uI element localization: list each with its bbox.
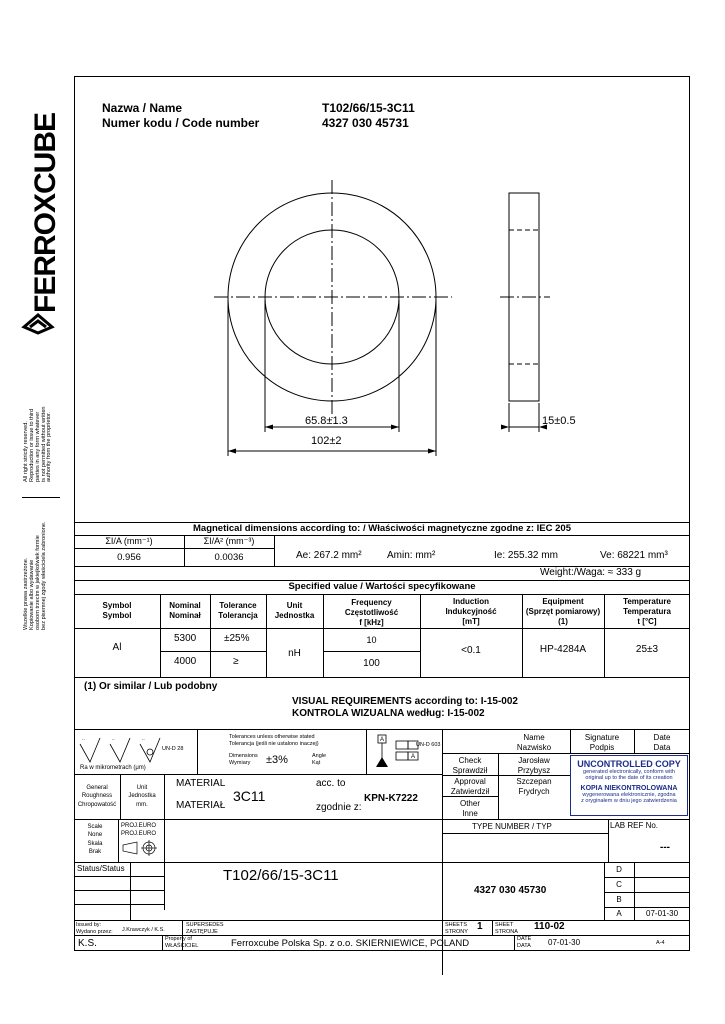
mag-col1-head: ΣI/A (mm⁻¹) xyxy=(105,536,153,546)
stamp-title-pl: KOPIA NIEKONTROLOWANA xyxy=(580,785,678,792)
spec-tolerance-1: ±25% xyxy=(224,633,250,644)
amin-value: : mm² xyxy=(409,550,436,561)
rights-en-line: authority from the proprietor. xyxy=(46,411,53,482)
rule xyxy=(74,890,164,891)
footnote: (1) Or similar / Lub podobny xyxy=(84,681,218,692)
head-line: Nominal xyxy=(169,601,201,610)
date-value: 07-01-30 xyxy=(548,938,581,947)
head-line: Częstotliwość xyxy=(344,608,399,617)
status-label: Status/Status xyxy=(77,864,125,873)
rule xyxy=(634,729,635,754)
visual-req-pl: KONTROLA WIZUALNA według: I-15-002 xyxy=(292,708,485,719)
type-number-label: TYPE NUMBER / TYP xyxy=(472,822,552,831)
spec-freq-1: 10 xyxy=(366,635,377,645)
approval-label xyxy=(442,777,498,796)
rule xyxy=(74,774,442,775)
outer-diameter-dim: 102±2 xyxy=(311,435,342,447)
rule xyxy=(604,907,690,908)
specified-title: Specified value / Wartości specyfikowane xyxy=(288,581,476,592)
acc-label-pl: zgodnie z: xyxy=(316,802,362,813)
rule xyxy=(160,651,266,652)
head-line: Tolerance xyxy=(219,601,257,610)
rev-a: A xyxy=(616,909,622,918)
rule xyxy=(74,862,690,863)
rule xyxy=(274,535,275,566)
unit-l: mm. xyxy=(136,801,148,808)
dim-label xyxy=(229,753,258,766)
head-nominal xyxy=(160,601,210,621)
name-h: Name xyxy=(523,733,545,742)
head-line: Nominał xyxy=(169,611,201,620)
rule xyxy=(74,628,690,629)
lab-ref-value: --- xyxy=(660,842,670,853)
rule xyxy=(442,775,570,776)
other-label xyxy=(442,799,498,818)
supersedes-l: SUPERSEDES xyxy=(186,922,224,928)
magnetic-title: Magnetical dimensions according to: / Właściwości magnetyczne zgodne z: IEC 205 xyxy=(193,523,571,534)
unit-l: Jednostka xyxy=(128,793,156,800)
scale-label xyxy=(74,823,116,857)
spec-freq-2: 100 xyxy=(363,658,380,669)
scale-l: Brak xyxy=(88,849,102,856)
rule xyxy=(604,877,690,878)
spec-nominal-2: 4000 xyxy=(174,656,197,667)
stamp-line: wygenerowana elektronicznie, zgodna xyxy=(582,792,676,798)
rights-pl-line: osobom trzecim w jakiejkolwiek formie xyxy=(34,535,41,630)
spec-symbol: Al xyxy=(112,642,122,653)
head-line: Induction xyxy=(453,597,489,606)
rule xyxy=(492,920,493,935)
acc-label-en: acc. to xyxy=(316,778,346,789)
sheets-l: STRONY xyxy=(445,928,468,935)
head-tolerance xyxy=(210,601,266,621)
check-l: Check xyxy=(458,756,482,765)
sign-h: Podpis xyxy=(589,742,615,752)
check-n: Przybysz xyxy=(517,765,551,775)
stamp-line: original up to the date of its creation xyxy=(585,775,673,781)
ve-param xyxy=(600,551,668,561)
rev-d: D xyxy=(616,865,622,874)
le-param xyxy=(494,551,558,561)
part-code: 4327 030 45730 xyxy=(474,885,547,896)
rule xyxy=(634,862,635,920)
head-line: Tolerancja xyxy=(218,611,258,620)
rule xyxy=(74,904,164,905)
dim-tolerance: ±3% xyxy=(266,754,288,766)
weight: Weight:/Waga: ≈ 333 g xyxy=(540,567,642,578)
paper-format: A-4 xyxy=(656,940,665,946)
signature-header xyxy=(570,733,634,752)
amin-param xyxy=(387,551,435,561)
scale-l: Scale xyxy=(87,824,103,830)
rule xyxy=(74,876,164,877)
rule xyxy=(323,651,420,652)
spec-nominal-1: 5300 xyxy=(174,633,197,644)
unit-l: Unit xyxy=(136,785,148,791)
stamp-title: UNCONTROLLED COPY xyxy=(577,759,681,769)
head-line: Indukcyjność xyxy=(445,607,497,616)
head-line: Frequency xyxy=(351,598,392,607)
date-h: Date xyxy=(653,733,671,742)
check-l: Sprawdził xyxy=(452,765,488,775)
height-dim: 15±0.5 xyxy=(542,415,576,427)
svg-text:A: A xyxy=(380,737,385,743)
rule xyxy=(604,892,690,893)
brand-wordmark: FERROXCUBE xyxy=(29,112,60,313)
approval-n: Frydrych xyxy=(518,786,550,796)
head-line: (Sprzęt pomiarowy) xyxy=(525,607,601,616)
rule xyxy=(442,833,608,834)
approval-name xyxy=(498,777,570,796)
head-line: Temperature xyxy=(623,597,671,606)
issued-value: J.Krawczyk / K.S. xyxy=(122,927,165,933)
rule xyxy=(130,862,131,920)
uncontrolled-copy-stamp xyxy=(570,755,688,816)
material-label-pl: MATERIAŁ xyxy=(176,800,226,811)
rough-l: General xyxy=(86,785,108,791)
other-l: Inne xyxy=(462,808,478,818)
check-n: Jarosław xyxy=(518,756,550,765)
head-induction xyxy=(420,597,522,627)
head-line: Equipment xyxy=(542,597,584,606)
titleblock-top xyxy=(74,729,690,730)
supersedes-l: ZASTĘPUJE xyxy=(186,928,218,935)
angle-line: Kąt xyxy=(312,759,321,766)
sheets-l: SHEETS xyxy=(445,922,468,928)
sheets-value: 1 xyxy=(477,921,483,932)
head-frequency xyxy=(323,598,420,628)
rule xyxy=(608,819,609,862)
rule xyxy=(570,729,571,754)
name-label: Nazwa / Name xyxy=(102,101,183,115)
date-h: Data xyxy=(653,742,671,752)
proj-l: PROJ.EURO xyxy=(121,823,157,829)
head-line: Symbol xyxy=(102,611,132,620)
rev-c: C xyxy=(616,880,622,889)
stamp-line: z oryginałem w dniu jego zatwierdzenia xyxy=(581,798,677,804)
stamp-line: generated electronically, conform with xyxy=(583,769,675,775)
roughness-label xyxy=(74,784,120,809)
sheet-label xyxy=(495,922,518,936)
datum-symbol-icon xyxy=(370,733,442,771)
spec-equipment: HP-4284A xyxy=(539,644,587,655)
angle-line: Angle xyxy=(312,753,327,759)
rule xyxy=(442,796,498,797)
date-label xyxy=(517,936,531,950)
rule xyxy=(164,774,165,910)
svg-text:A: A xyxy=(411,754,416,760)
rule xyxy=(74,594,690,595)
rule xyxy=(74,535,690,536)
head-line: Unit xyxy=(286,601,303,610)
rough-l: Chropowatość xyxy=(77,801,117,808)
rights-en-line: All right strictly reserved. xyxy=(23,421,29,482)
head-line: Temperatura xyxy=(623,607,671,616)
prop-l: Property of xyxy=(165,936,192,942)
material-value: 3C11 xyxy=(233,788,266,804)
sheets-label xyxy=(445,922,468,936)
spec-tolerance-2: ≥ xyxy=(233,656,239,667)
head-line: t [°C] xyxy=(637,617,657,626)
approval-n: Szczepan xyxy=(516,777,552,786)
head-line: Symbol xyxy=(102,601,132,610)
mag-col1-val: 0.956 xyxy=(117,552,141,563)
property-label xyxy=(165,936,198,950)
head-temperature xyxy=(604,597,690,627)
ae-value: : 267.2 mm² xyxy=(308,550,362,561)
le-label: Ie xyxy=(494,550,503,561)
code-label: Numer kodu / Code number xyxy=(102,116,260,130)
scale-l: None xyxy=(87,832,103,839)
date-l: DATA xyxy=(517,942,531,949)
name-value: T102/66/15-3C11 xyxy=(322,101,415,115)
rights-en-line: Reproduction or issue to third xyxy=(28,408,35,482)
le-value: : 255.32 mm xyxy=(502,550,558,561)
supersedes-label xyxy=(186,922,224,936)
rights-notice-pl xyxy=(24,521,47,630)
head-equipment xyxy=(522,597,604,627)
rule xyxy=(118,819,119,862)
company-name: Ferroxcube Polska Sp. z o.o. SKIERNIEWICE, POLAND xyxy=(231,938,470,949)
ks-label: K.S. xyxy=(78,938,97,949)
prop-l: WŁAŚCICIEL xyxy=(165,942,199,949)
rule xyxy=(442,753,690,754)
head-line: Jednostka xyxy=(274,611,315,620)
ve-value: : 68221 mm³ xyxy=(611,550,668,561)
head-unit xyxy=(266,601,323,621)
ve-label: Ve xyxy=(600,550,612,561)
acc-value: KPN-K7222 xyxy=(364,793,418,804)
rights-pl-line: Kopiowanie albo wydawanie xyxy=(28,559,35,630)
spec-unit: nH xyxy=(288,648,301,659)
spec-induction: <0.1 xyxy=(461,645,481,656)
scale-l: Skala xyxy=(87,840,103,847)
proj-l: PROJ.EURO xyxy=(121,830,157,837)
sign-h: Signature xyxy=(584,733,620,742)
rule xyxy=(197,729,198,774)
rights-en-line: parties in any form whatever xyxy=(34,411,41,482)
date-header xyxy=(634,733,690,752)
lab-ref-label: LAB REF No. xyxy=(610,821,659,830)
projection-label xyxy=(121,823,156,839)
rev-b: B xyxy=(616,895,622,904)
rights-pl-line: bez pisemnej zgody właściciela zabronione. xyxy=(40,521,47,630)
check-name xyxy=(498,756,570,775)
visual-req-en: VISUAL REQUIREMENTS according to: I-15-002 xyxy=(292,696,518,707)
ra-label: Ra w mikrometrach (μm) xyxy=(80,765,146,771)
sheet-l: STRONA xyxy=(495,928,518,935)
rule xyxy=(366,729,367,774)
ae-param xyxy=(296,551,362,561)
material-label-en: MATERIAL xyxy=(176,778,226,789)
issued-label xyxy=(76,922,113,936)
code-value: 4327 030 45731 xyxy=(322,116,409,130)
approval-l: Approval xyxy=(454,777,486,786)
tol-line2: Tolerancja (jeśli nie ustalono inaczej) xyxy=(229,741,319,747)
un-d603: UN-D 603 xyxy=(416,742,441,748)
svg-text:..: .. xyxy=(142,736,145,742)
angle-label xyxy=(312,753,326,766)
head-line: (1) xyxy=(558,617,568,626)
dim-label-line: Wymiary xyxy=(229,759,251,766)
tol-line1: Tolerances unless otherwise stated xyxy=(229,734,315,740)
rough-l: Roughness xyxy=(81,793,113,800)
date-l: DATE xyxy=(517,936,532,942)
amin-label: Amin xyxy=(387,550,410,561)
dim-label-line: Dimensions xyxy=(229,753,258,759)
rule xyxy=(74,677,690,678)
rule xyxy=(74,548,274,549)
head-symbol xyxy=(74,601,160,621)
rule xyxy=(74,920,690,921)
name-header xyxy=(498,733,570,752)
rule xyxy=(162,935,163,951)
unit-label xyxy=(120,784,164,809)
ae-label: Ae xyxy=(296,550,309,561)
issued-l: Wydano przez: xyxy=(76,928,113,935)
head-line: f [kHz] xyxy=(359,618,384,627)
other-l: Other xyxy=(459,799,480,808)
part-name: T102/66/15-3C11 xyxy=(223,867,339,884)
approval-l: Zatwierdził xyxy=(450,786,490,796)
name-h: Nazwisko xyxy=(516,742,552,752)
rule xyxy=(74,819,690,820)
issued-l: Issued by: xyxy=(76,922,102,928)
rights-en-line: is not permitted without written xyxy=(40,406,47,482)
svg-text:..: .. xyxy=(112,736,115,742)
head-line: [mT] xyxy=(462,617,480,626)
projection-icon xyxy=(121,840,161,856)
rev-a-date: 07-01-30 xyxy=(646,909,679,918)
spec-temperature: 25±3 xyxy=(635,644,659,655)
check-label xyxy=(442,756,498,775)
svg-text:..: .. xyxy=(82,736,85,742)
rule xyxy=(514,935,515,951)
mag-col2-val: 0.0036 xyxy=(214,552,244,563)
un-d28: UN-D 28 xyxy=(162,746,184,752)
sheet-l: SHEET xyxy=(495,922,514,928)
sheet-value: 110-02 xyxy=(534,921,565,932)
rights-pl-line: Wszelkie prawa zastrzeżone. xyxy=(23,557,29,630)
mag-col2-head: ΣI/A² (mm⁻³) xyxy=(203,536,255,546)
inner-diameter-dim: 65.8±1.3 xyxy=(305,415,348,427)
